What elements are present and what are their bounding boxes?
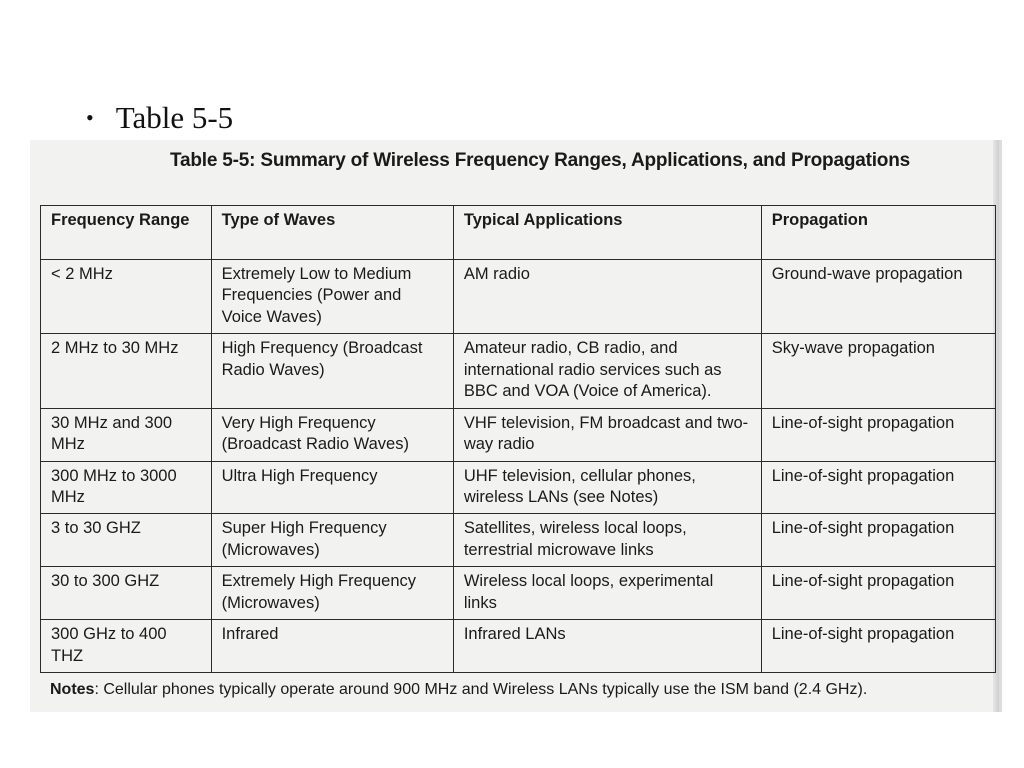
cell-type-of-waves: Ultra High Frequency (211, 461, 453, 514)
table-row (41, 461, 996, 514)
cell-propagation: Line-of-sight propagation (761, 567, 995, 620)
table-row (41, 334, 996, 408)
table-notes (50, 681, 867, 699)
notes-text: : Cellular phones typically operate around 900 MHz and Wireless LANs typically use the ISM band (2.4 GHz). (94, 681, 868, 698)
table-row (41, 567, 996, 620)
notes-label: Notes (50, 681, 95, 698)
cell-type-of-waves: Super High Frequency (Microwaves) (211, 514, 453, 567)
cell-frequency-range: 30 MHz and 300 MHz (41, 408, 212, 461)
cell-type-of-waves: Very High Frequency (Broadcast Radio Waves) (211, 408, 453, 461)
cell-typical-applications: Satellites, wireless local loops, terrestrial microwave links (453, 514, 761, 567)
cell-propagation: Sky-wave propagation (761, 334, 995, 408)
cell-frequency-range: 30 to 300 GHZ (41, 567, 212, 620)
header-type-of-waves: Type of Waves (211, 206, 453, 260)
cell-type-of-waves: Extremely Low to Medium Frequencies (Power and Voice Waves) (211, 260, 453, 334)
frequency-table (40, 205, 996, 673)
cell-propagation: Line-of-sight propagation (761, 461, 995, 514)
cell-frequency-range: 300 GHz to 400 THZ (41, 620, 212, 673)
header-typical-applications: Typical Applications (453, 206, 761, 260)
cell-type-of-waves: High Frequency (Broadcast Radio Waves) (211, 334, 453, 408)
cell-type-of-waves: Infrared (211, 620, 453, 673)
table-title: Table 5-5: Summary of Wireless Frequency Ranges, Applications, and Propagations (170, 150, 910, 171)
cell-propagation: Line-of-sight propagation (761, 514, 995, 567)
cell-propagation: Ground-wave propagation (761, 260, 995, 334)
table-row (41, 260, 996, 334)
cell-propagation: Line-of-sight propagation (761, 408, 995, 461)
table-row (41, 620, 996, 673)
scanned-table-image (30, 140, 1002, 712)
slide-heading (86, 100, 233, 136)
cell-frequency-range: < 2 MHz (41, 260, 212, 334)
cell-typical-applications: Infrared LANs (453, 620, 761, 673)
table-row (41, 514, 996, 567)
header-propagation: Propagation (761, 206, 995, 260)
cell-typical-applications: Wireless local loops, experimental links (453, 567, 761, 620)
cell-frequency-range: 3 to 30 GHZ (41, 514, 212, 567)
slide-heading-text: Table 5-5 (115, 100, 234, 135)
cell-typical-applications: Amateur radio, CB radio, and international radio services such as BBC and VOA (Voice of America). (453, 334, 761, 408)
cell-typical-applications: AM radio (453, 260, 761, 334)
cell-typical-applications: VHF television, FM broadcast and two-way radio (453, 408, 761, 461)
table-header-row (41, 206, 996, 260)
cell-type-of-waves: Extremely High Frequency (Microwaves) (211, 567, 453, 620)
cell-typical-applications: UHF television, cellular phones, wireless LANs (see Notes) (453, 461, 761, 514)
cell-frequency-range: 300 MHz to 3000 MHz (41, 461, 212, 514)
cell-frequency-range: 2 MHz to 30 MHz (41, 334, 212, 408)
bullet-icon: • (86, 105, 94, 130)
cell-propagation: Line-of-sight propagation (761, 620, 995, 673)
table-row (41, 408, 996, 461)
header-frequency-range: Frequency Range (41, 206, 212, 260)
